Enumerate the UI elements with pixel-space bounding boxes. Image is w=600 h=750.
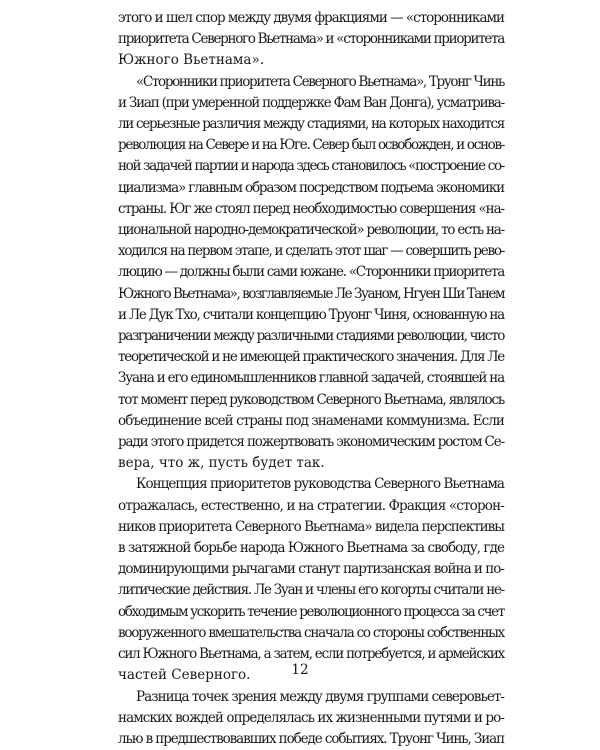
text-line: ников приоритета Северного Вьетнама» видела перспективы: [118, 518, 504, 535]
text-line: этого и шел спор между двумя фракциями — «сторонниками: [118, 10, 504, 26]
text-line: обходимым ускорить течение революционного процесса за счет: [118, 603, 504, 620]
text-line: вооруженного вмешательства сначала со стороны собственных: [118, 624, 504, 641]
text-line: и Ле Дук Тхо, считали концепцию Труонг Чиня, основанную на: [118, 306, 504, 323]
text-line: революция на Севере и на Юге. Север был освобожден, и основ-: [118, 137, 504, 154]
text-line: Южного Вьетнама».: [118, 52, 265, 69]
text-line: циональной народно-демократической» революции, то есть на-: [118, 222, 504, 239]
text-line: намских вождей определялась их жизненными путями и ро-: [118, 709, 504, 726]
paragraph-1: [118, 8, 504, 72]
text-line: объединение всей страны под знаменами коммунизма. Если: [118, 412, 504, 429]
text-line: доминирующими рычагами станут партизанская война и по-: [118, 561, 504, 578]
page-number: 12: [291, 662, 309, 678]
text-line: ходился на первом этапе, и сделать этот шаг — совершить рево-: [118, 243, 504, 260]
text-line: и Зиап (при умеренной поддержке Фам Ван Донга), усматрива-: [118, 94, 504, 111]
text-line: разграничении между различными стадиями революции, чисто: [118, 328, 504, 345]
text-line: «Сторонники приоритета Северного Вьетнама», Труонг Чинь: [136, 73, 504, 90]
text-line: теоретической и не имеющей практического значения. Для Ле: [118, 349, 504, 366]
text-line: Зуана и его единомышленников главной задачей, стоявшей на: [118, 370, 504, 387]
text-line: частей Северного.: [118, 667, 251, 684]
text-line: литические действия. Ле Зуан и члены его когорты считали не-: [118, 582, 504, 599]
text-line: лью в предшествовавших победе событиях. Труонг Чинь, Зиап: [118, 730, 504, 747]
text-line: Концепция приоритетов руководства Северного Вьетнама: [136, 476, 504, 493]
text-line: ли серьезные различия между стадиями, на которых находится: [118, 116, 504, 133]
paragraph-2: [118, 72, 504, 475]
text-line: циализма» главным образом посредством подъема экономики: [118, 179, 504, 196]
text-line: тот момент перед руководством Северного Вьетнама, являлось: [118, 391, 504, 408]
text-line: приоритета Северного Вьетнама» и «сторонниками приоритета: [118, 31, 504, 48]
text-line: ради этого придется пожертвовать экономическим ростом Се-: [118, 434, 504, 451]
text-line: Разница точек зрения между двумя группами северовьет-: [136, 688, 504, 705]
body-text: [118, 8, 504, 750]
paragraph-3: [118, 474, 504, 686]
text-line: сил Южного Вьетнама, а затем, если потребуется, и армейских: [118, 646, 504, 663]
text-line: ной задачей партии и народа здесь становилось «построение со-: [118, 158, 504, 175]
text-line: в затяжной борьбе народа Южного Вьетнама за свободу, где: [118, 540, 504, 557]
text-line: вера, что ж, пусть будет так.: [118, 455, 325, 472]
text-line: Южного Вьетнама», возглавляемые Ле Зуаном, Нгуен Ши Танем: [118, 285, 504, 302]
text-line: страны. Юг же стоял перед необходимостью совершения «на-: [118, 200, 504, 217]
text-line: отражалась, естественно, и на стратегии. Фракция «сторон-: [118, 497, 504, 514]
text-line: люцию — должны были сами южане. «Сторонники приоритета: [118, 264, 504, 281]
paragraph-4: [118, 687, 504, 750]
